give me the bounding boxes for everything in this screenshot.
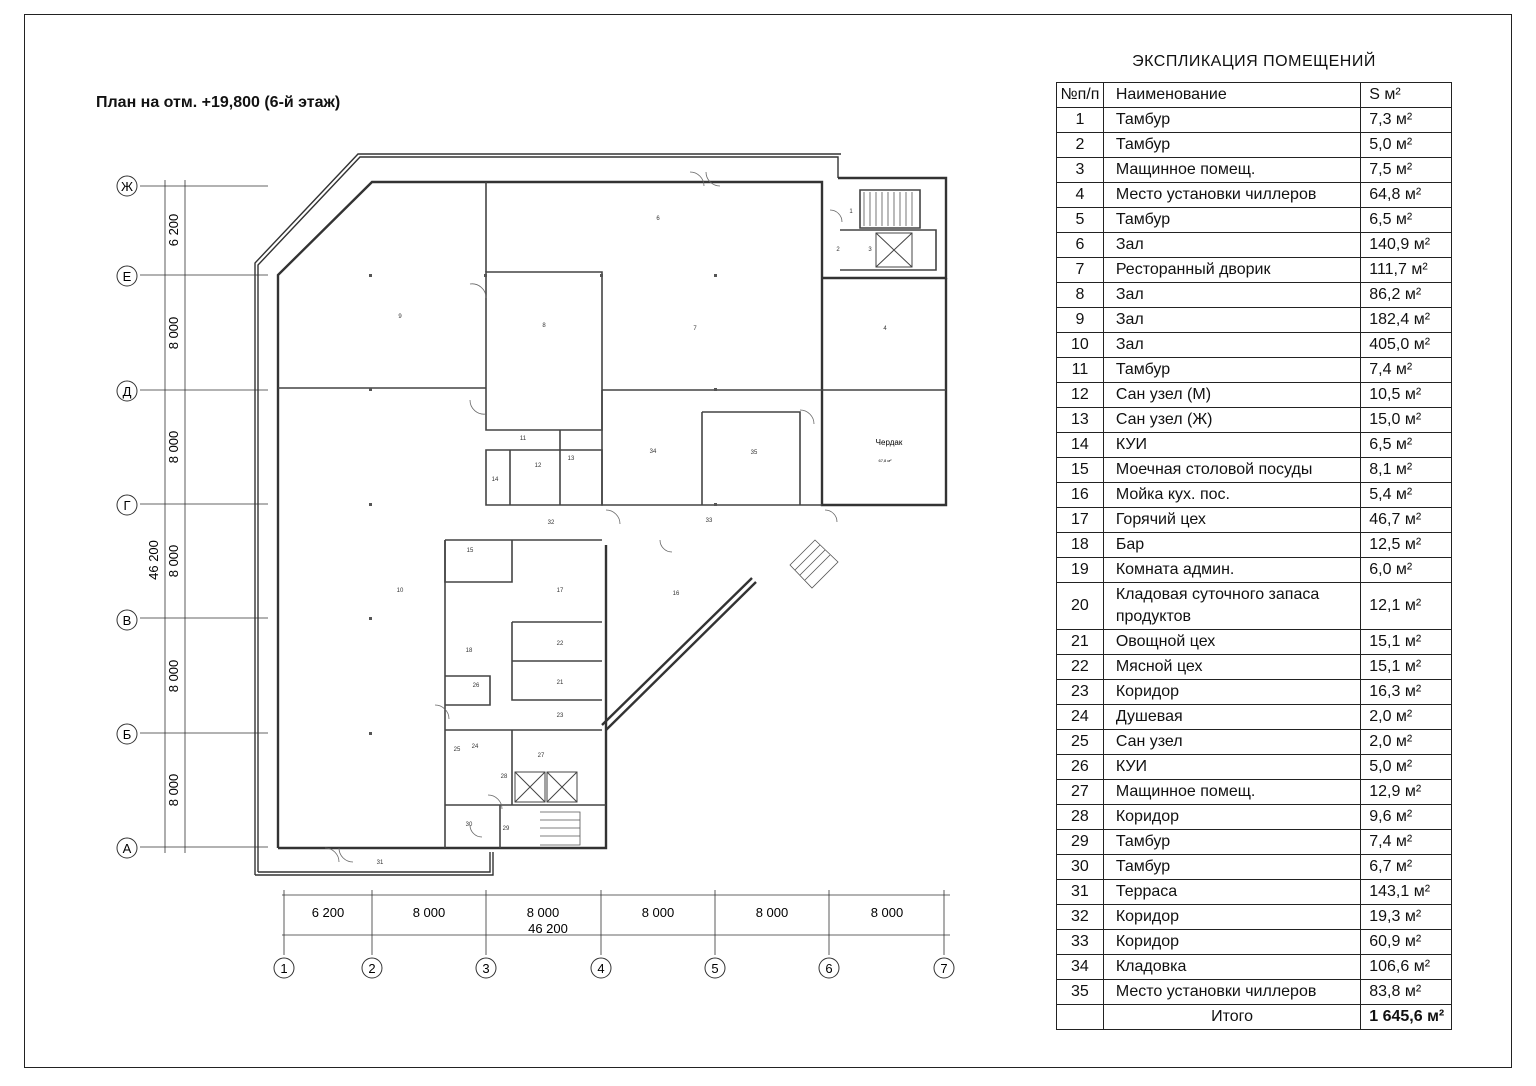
row-name: Тамбур [1103, 830, 1360, 855]
col-dimension-labels [312, 905, 904, 936]
bottom-dimension-lines [282, 890, 950, 955]
col-dim: 8 000 [755, 905, 789, 920]
row-dim: 8 000 [166, 316, 181, 350]
row-name: Моечная столовой посуды [1103, 458, 1360, 483]
row-name: Тамбур [1103, 855, 1360, 880]
row-name: Комната админ. [1103, 558, 1360, 583]
table-row [1057, 483, 1452, 508]
table-row [1057, 630, 1452, 655]
row-number: 23 [1057, 680, 1104, 705]
explication-table [1056, 82, 1452, 1030]
axis-letter: Д [122, 384, 132, 399]
table-row [1057, 655, 1452, 680]
table-row [1057, 233, 1452, 258]
room-tag: 29 [502, 826, 510, 832]
room-tag: 17 [556, 588, 564, 594]
total-col-dim: 46 200 [528, 921, 568, 936]
table-row [1057, 730, 1452, 755]
row-area: 5,0 м² [1361, 133, 1452, 158]
table-row [1057, 408, 1452, 433]
row-number: 24 [1057, 705, 1104, 730]
table-row [1057, 955, 1452, 980]
axis-bubbles [117, 176, 954, 978]
row-name: Ресторанный дворик [1103, 258, 1360, 283]
row-name: КУИ [1103, 433, 1360, 458]
table-row [1057, 805, 1452, 830]
row-name: Тамбур [1103, 208, 1360, 233]
row-name: Мащинное помещ. [1103, 780, 1360, 805]
axis-letter: Ж [120, 179, 134, 194]
room-tag: 18 [465, 648, 473, 654]
table-row [1057, 855, 1452, 880]
row-name: Тамбур [1103, 358, 1360, 383]
row-area: 143,1 м² [1361, 880, 1452, 905]
table-row [1057, 755, 1452, 780]
table-row [1057, 433, 1452, 458]
attic-area-label: 67,8 м² [878, 458, 892, 463]
row-name: Кладовая суточного запаса продуктов [1103, 583, 1360, 630]
row-number: 6 [1057, 233, 1104, 258]
row-area: 6,7 м² [1361, 855, 1452, 880]
row-name: Мясной цех [1103, 655, 1360, 680]
row-number: 34 [1057, 955, 1104, 980]
row-number: 26 [1057, 755, 1104, 780]
row-name: Место установки чиллеров [1103, 183, 1360, 208]
left-dimension-lines [140, 180, 268, 853]
row-dim: 8 000 [166, 544, 181, 578]
row-number: 15 [1057, 458, 1104, 483]
row-number: 27 [1057, 780, 1104, 805]
building-walls [278, 178, 946, 848]
axis-letter: В [122, 613, 132, 628]
row-number: 29 [1057, 830, 1104, 855]
room-tag: 12 [534, 463, 542, 469]
table-row [1057, 208, 1452, 233]
room-tag: 32 [547, 520, 555, 526]
table-row [1057, 980, 1452, 1005]
row-dim: 6 200 [166, 213, 181, 247]
row-area: 8,1 м² [1361, 458, 1452, 483]
room-tag: 28 [500, 774, 508, 780]
room-tag: 22 [556, 641, 564, 647]
row-area: 19,3 м² [1361, 905, 1452, 930]
room-tag: 30 [465, 822, 473, 828]
row-area: 15,1 м² [1361, 630, 1452, 655]
row-number: 28 [1057, 805, 1104, 830]
row-area: 7,3 м² [1361, 108, 1452, 133]
room-tag: 21 [556, 680, 564, 686]
table-row [1057, 458, 1452, 483]
row-area: 64,8 м² [1361, 183, 1452, 208]
row-number: 22 [1057, 655, 1104, 680]
room-tag: 24 [471, 744, 479, 750]
row-area: 15,1 м² [1361, 655, 1452, 680]
total-empty-cell [1057, 1005, 1104, 1030]
row-name: Мойка кух. пос. [1103, 483, 1360, 508]
row-name: Коридор [1103, 905, 1360, 930]
row-area: 12,9 м² [1361, 780, 1452, 805]
row-number: 1 [1057, 108, 1104, 133]
axis-number: 3 [482, 961, 490, 976]
terrace-outline [255, 154, 841, 875]
total-value: 1 645,6 м² [1361, 1005, 1452, 1030]
header-name: Наименование [1103, 83, 1360, 108]
axis-letter: Г [123, 498, 131, 513]
row-area: 10,5 м² [1361, 383, 1452, 408]
row-number: 12 [1057, 383, 1104, 408]
axis-number: 1 [280, 961, 288, 976]
row-number: 20 [1057, 583, 1104, 630]
attic-label: Чердак [875, 438, 903, 447]
table-row [1057, 558, 1452, 583]
total-label: Итого [1103, 1005, 1360, 1030]
row-number: 30 [1057, 855, 1104, 880]
row-area: 6,0 м² [1361, 558, 1452, 583]
room-tag: 9 [398, 314, 402, 320]
row-area: 83,8 м² [1361, 980, 1452, 1005]
row-dim: 8 000 [166, 430, 181, 464]
row-name: Терраса [1103, 880, 1360, 905]
axis-number: 7 [940, 961, 948, 976]
row-name: Сан узел (М) [1103, 383, 1360, 408]
row-name: Коридор [1103, 680, 1360, 705]
row-number: 21 [1057, 630, 1104, 655]
row-name: Мащинное помещ. [1103, 158, 1360, 183]
axis-letter: Б [122, 727, 132, 742]
table-row [1057, 158, 1452, 183]
row-name: Овощной цех [1103, 630, 1360, 655]
axis-letter-labels [121, 179, 133, 856]
row-number: 8 [1057, 283, 1104, 308]
table-row [1057, 905, 1452, 930]
col-dim: 8 000 [412, 905, 446, 920]
row-number: 3 [1057, 158, 1104, 183]
row-area: 2,0 м² [1361, 705, 1452, 730]
row-area: 12,5 м² [1361, 533, 1452, 558]
row-area: 7,4 м² [1361, 358, 1452, 383]
row-number: 35 [1057, 980, 1104, 1005]
interior-partitions [278, 182, 946, 848]
row-number: 32 [1057, 905, 1104, 930]
row-number: 31 [1057, 880, 1104, 905]
elevator-shafts [515, 233, 912, 802]
row-area: 7,4 м² [1361, 830, 1452, 855]
room-tag: 15 [466, 548, 474, 554]
table-row [1057, 583, 1452, 630]
row-name: Зал [1103, 233, 1360, 258]
table-row [1057, 358, 1452, 383]
room-tag: 1 [849, 209, 853, 215]
table-header-row [1057, 83, 1452, 108]
col-dim: 8 000 [641, 905, 675, 920]
row-name: КУИ [1103, 755, 1360, 780]
row-area: 86,2 м² [1361, 283, 1452, 308]
room-tag: 11 [519, 436, 527, 442]
axis-letter: А [122, 841, 132, 856]
row-dim: 8 000 [166, 773, 181, 807]
row-area: 12,1 м² [1361, 583, 1452, 630]
row-name: Бар [1103, 533, 1360, 558]
row-number: 5 [1057, 208, 1104, 233]
col-dim: 8 000 [526, 905, 560, 920]
row-number: 16 [1057, 483, 1104, 508]
room-tag: 7 [693, 326, 697, 332]
row-area: 2,0 м² [1361, 730, 1452, 755]
row-area: 16,3 м² [1361, 680, 1452, 705]
row-name: Кладовка [1103, 955, 1360, 980]
row-area: 5,0 м² [1361, 755, 1452, 780]
row-name: Зал [1103, 308, 1360, 333]
row-number: 14 [1057, 433, 1104, 458]
axis-number: 6 [825, 961, 833, 976]
row-number: 13 [1057, 408, 1104, 433]
table-row [1057, 383, 1452, 408]
room-tag: 23 [556, 713, 564, 719]
room-tag: 4 [883, 326, 887, 332]
row-name: Коридор [1103, 930, 1360, 955]
row-area: 7,5 м² [1361, 158, 1452, 183]
room-tag: 26 [472, 683, 480, 689]
room-tag: 35 [750, 450, 758, 456]
axis-number: 2 [368, 961, 376, 976]
table-row [1057, 930, 1452, 955]
row-number: 17 [1057, 508, 1104, 533]
room-tag: 10 [396, 588, 404, 594]
door-swings [325, 172, 842, 862]
row-name: Зал [1103, 333, 1360, 358]
header-number: №п/п [1057, 83, 1104, 108]
row-name: Сан узел [1103, 730, 1360, 755]
row-name: Зал [1103, 283, 1360, 308]
col-dim: 8 000 [870, 905, 904, 920]
explication-title: ЭКСПЛИКАЦИЯ ПОМЕЩЕНИЙ [1132, 53, 1376, 70]
table-row [1057, 508, 1452, 533]
row-area: 111,7 м² [1361, 258, 1452, 283]
total-row-dim: 46 200 [146, 540, 161, 580]
row-area: 405,0 м² [1361, 333, 1452, 358]
row-number: 4 [1057, 183, 1104, 208]
table-row [1057, 830, 1452, 855]
table-row [1057, 133, 1452, 158]
row-number: 33 [1057, 930, 1104, 955]
row-area: 182,4 м² [1361, 308, 1452, 333]
table-total-row [1057, 1005, 1452, 1030]
row-area: 6,5 м² [1361, 433, 1452, 458]
row-number: 2 [1057, 133, 1104, 158]
room-tag: 33 [705, 518, 713, 524]
col-dim: 6 200 [311, 905, 345, 920]
table-row [1057, 108, 1452, 133]
axis-number: 5 [711, 961, 719, 976]
table-row [1057, 308, 1452, 333]
row-area: 46,7 м² [1361, 508, 1452, 533]
header-area: S м² [1361, 83, 1452, 108]
row-name: Сан узел (Ж) [1103, 408, 1360, 433]
row-area: 9,6 м² [1361, 805, 1452, 830]
row-area: 6,5 м² [1361, 208, 1452, 233]
row-area: 60,9 м² [1361, 930, 1452, 955]
row-area: 5,4 м² [1361, 483, 1452, 508]
room-tag: 16 [672, 591, 680, 597]
table-row [1057, 533, 1452, 558]
table-row [1057, 680, 1452, 705]
row-name: Горячий цех [1103, 508, 1360, 533]
table-row [1057, 258, 1452, 283]
plan-title: План на отм. +19,800 (6-й этаж) [96, 94, 341, 111]
row-number: 19 [1057, 558, 1104, 583]
row-name: Тамбур [1103, 108, 1360, 133]
axis-letter: Е [122, 269, 132, 284]
row-name: Место установки чиллеров [1103, 980, 1360, 1005]
row-name: Душевая [1103, 705, 1360, 730]
row-number: 11 [1057, 358, 1104, 383]
explication-body [1057, 108, 1452, 1005]
row-area: 15,0 м² [1361, 408, 1452, 433]
row-number: 9 [1057, 308, 1104, 333]
row-number: 25 [1057, 730, 1104, 755]
row-dim: 8 000 [166, 659, 181, 693]
room-tag: 14 [491, 477, 499, 483]
room-tag: 13 [567, 456, 575, 462]
room-number-tags [377, 209, 888, 866]
room-tag: 6 [656, 216, 660, 222]
table-row [1057, 183, 1452, 208]
table-row [1057, 880, 1452, 905]
row-number: 18 [1057, 533, 1104, 558]
row-number: 10 [1057, 333, 1104, 358]
table-row [1057, 780, 1452, 805]
room-tag: 27 [537, 753, 545, 759]
row-number: 7 [1057, 258, 1104, 283]
row-area: 106,6 м² [1361, 955, 1452, 980]
room-tag: 31 [376, 860, 384, 866]
table-row [1057, 283, 1452, 308]
room-tag: 8 [542, 323, 546, 329]
room-tag: 3 [868, 247, 872, 253]
row-dimension-labels [146, 214, 181, 807]
table-row [1057, 705, 1452, 730]
room-tag: 25 [453, 747, 461, 753]
row-name: Тамбур [1103, 133, 1360, 158]
axis-number: 4 [597, 961, 605, 976]
room-tag: 34 [649, 449, 657, 455]
row-name: Коридор [1103, 805, 1360, 830]
row-area: 140,9 м² [1361, 233, 1452, 258]
table-row [1057, 333, 1452, 358]
room-tag: 2 [836, 247, 840, 253]
